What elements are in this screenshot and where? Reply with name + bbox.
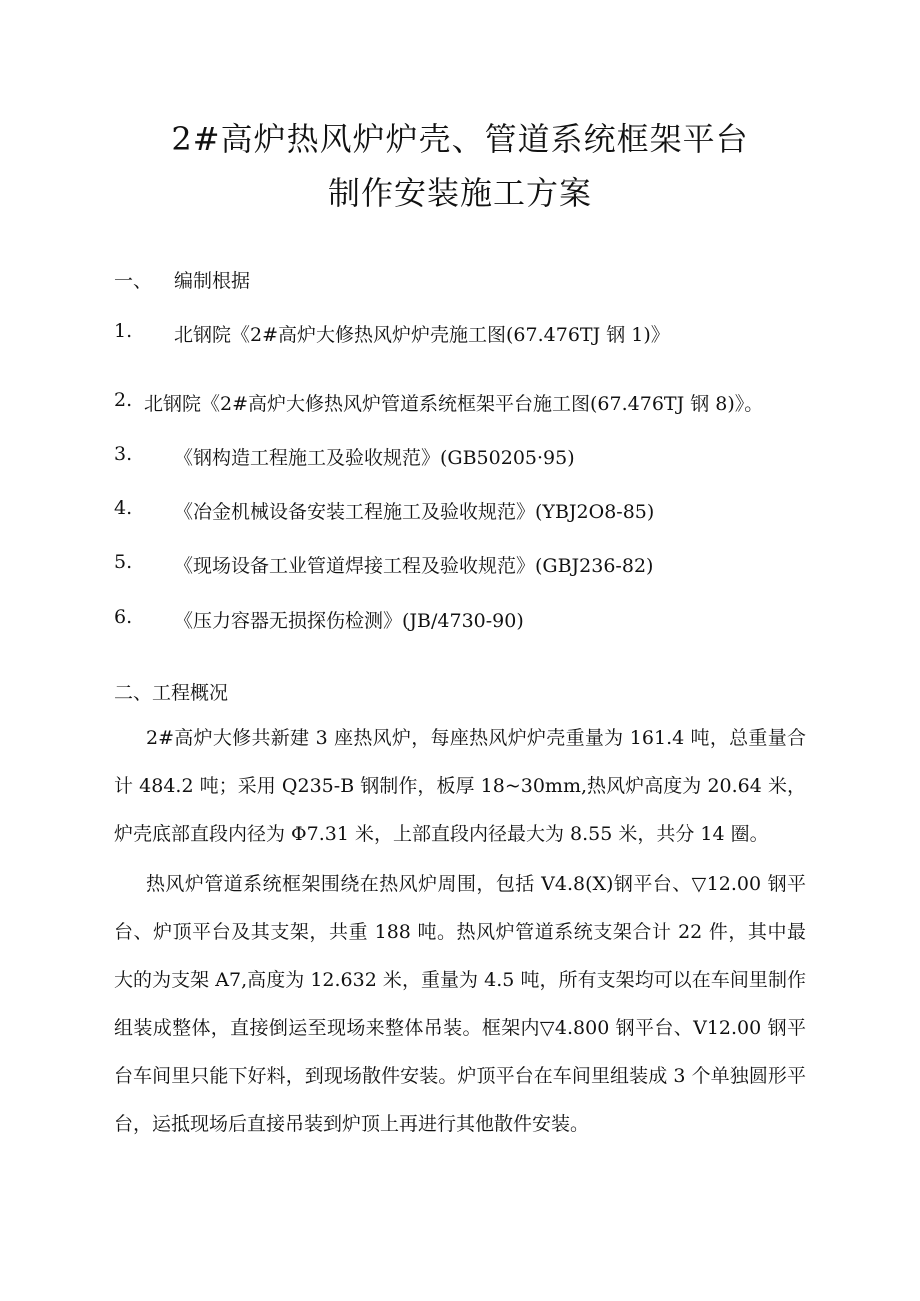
list-text: 《压力容器无损探伤检测》(JB/4730-90) [174, 610, 524, 632]
list-number: 3. [114, 443, 133, 465]
document-title-line-1: 2#高炉热风炉炉壳、管道系统框架平台 [171, 120, 749, 158]
section-1-heading [114, 266, 251, 293]
section-2-heading: 二、工程概况 [114, 682, 229, 704]
section-title: 编制根据 [174, 270, 251, 292]
list-number: 4. [114, 497, 133, 519]
list-text: 北钢院《2#高炉大修热风炉炉壳施工图(67.476TJ 钢 1)》 [174, 324, 670, 346]
list-number: 6. [114, 606, 133, 628]
list-number: 1. [114, 320, 133, 342]
document-title-line-2: 制作安装施工方案 [327, 174, 592, 212]
list-text: 《现场设备工业管道焊接工程及验收规范》(GBJ236-82) [174, 555, 654, 577]
list-text: 《钢构造工程施工及验收规范》(GB50205·95) [174, 447, 575, 469]
paragraph-overview: 2#高炉大修共新建 3 座热风炉，每座热风炉炉壳重量为 161.4 吨，总重量合计 484.2 吨；采用 Q235-B 钢制作，板厚 18~30mm,热风炉高度为 20.64 米，炉壳底部直段内径为 Φ7.31 米，上部直段内径最大为 8.55 米，共分 14 圈。 [114, 727, 806, 845]
list-number: 2. [114, 389, 133, 411]
list-number: 5. [114, 551, 133, 573]
list-text: 北钢院《2#高炉大修热风炉管道系统框架平台施工图(67.476TJ 钢 8)》。 [144, 393, 764, 415]
section-number: 一、 [114, 270, 153, 292]
paragraph-framework: 热风炉管道系统框架围绕在热风炉周围，包括 V4.8(X)钢平台、▽12.00 钢平台、炉顶平台及其支架，共重 188 吨。热风炉管道系统支架合计 22 件，其中最大的为支架 A7,高度为 12.632 米，重量为 4.5 吨，所有支架均可以在车间里制作组装成整体，直接倒运至现场来整体吊装。框架内▽4.800 钢平台、V12.00 钢平台车间里只能下好料，到现场散件安装。炉顶平台在车间里组装成 3 个单独圆形平台，运抵现场后直接吊装到炉顶上再进行其他散件安装。 [114, 873, 806, 1135]
list-text: 《冶金机械设备安装工程施工及验收规范》(YBJ2O8-85) [174, 501, 655, 523]
